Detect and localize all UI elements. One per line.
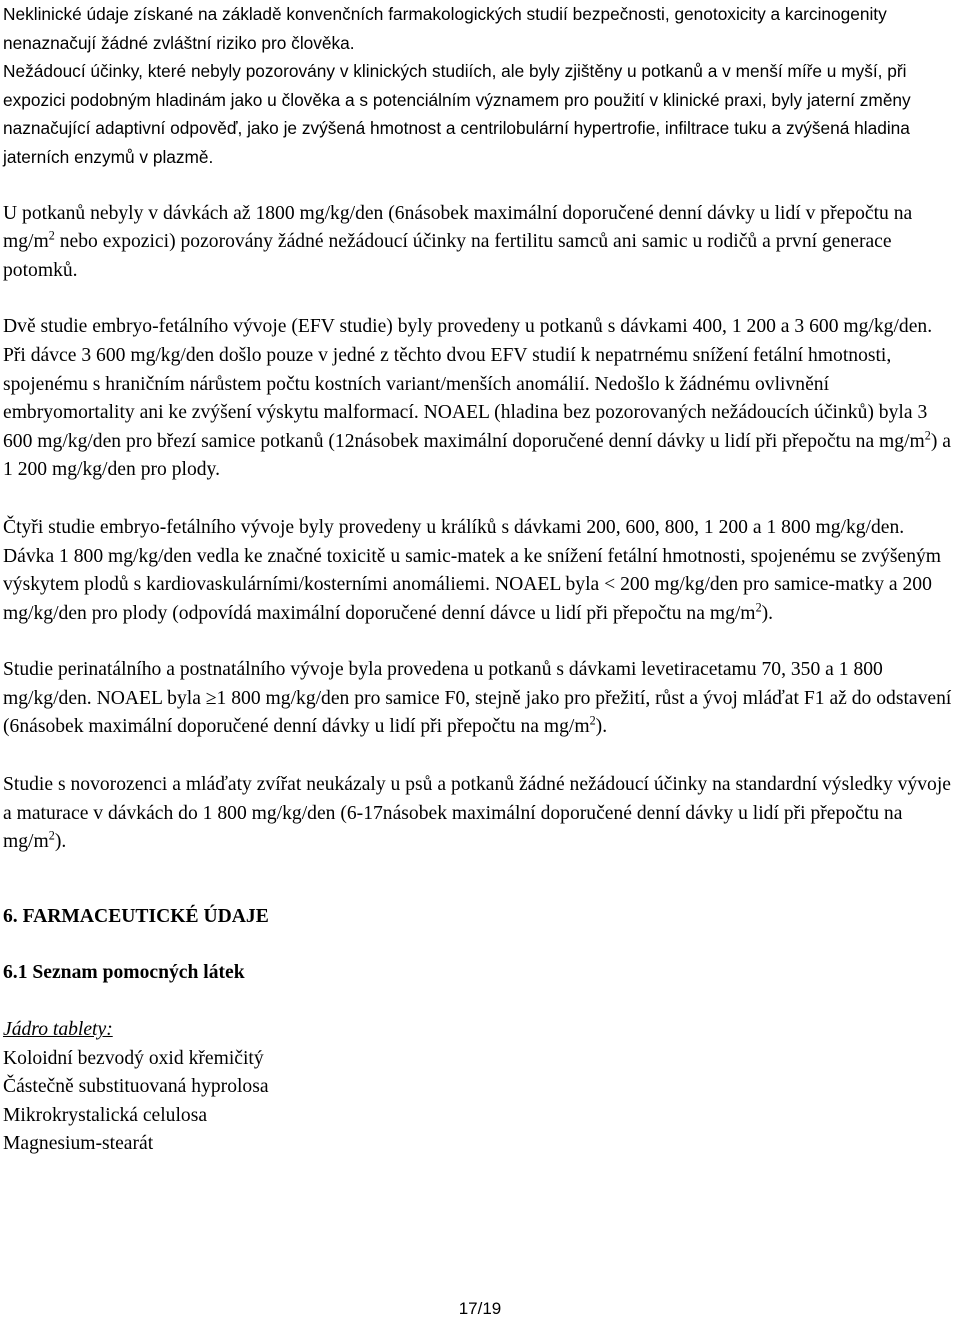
paragraph-efv-rabbits: Čtyři studie embryo-fetálního vývoje byly provedeny u králíků s dávkami 200, 600, 800, 1 200 a 1 800 mg/kg/den. Dávka 1 800 mg/kg/den vedla ke značné toxicitě u samic-matek a ke snížení fetální hmotnosti, spojenému se zvýšeným výskytem plodů s kardiovaskulárními/kosterními anomáliemi. NOAEL byla < 200 mg/kg/den pro samice-matky a 200 mg/kg/den pro plody (odpovídá maximální doporučené denní dávce u lidí při přepočtu na $mg/m^2$).: [3, 516, 942, 624]
document-page: [3, 0, 959, 1159]
list-item: Magnesium-stearát: [3, 1133, 154, 1155]
subsection-heading: 6.1 Seznam pomocných látek: [3, 962, 245, 984]
list-label: Jádro tablety:: [3, 1019, 113, 1041]
section-heading: 6. FARMACEUTICKÉ ÚDAJE: [3, 905, 269, 927]
list-item: Částečně substituovaná hyprolosa: [3, 1076, 269, 1098]
paragraph-fertility: U potkanů nebyly v dávkách až 1800 mg/kg/den (6násobek maximální doporučené denní dávky u lidí v přepočtu na $mg/m^2$ nebo expozici) pozorovány žádné nežádoucí účinky na fertilitu samců ani samic u rodičů a první generace potomků.: [3, 202, 913, 281]
paragraph-perinatal: Studie perinatálního a postnatálního vývoje byla provedena u potkanů s dávkami levetiracetamu 70, 350 a 1 800 mg/kg/den. NOAEL byla ≥1 800 mg/kg/den pro samice F0, stejně jako pro přežití, růst a ývoj mláďat F1 až do odstavení (6násobek maximální doporučené denní dávky u lidí při přepočtu na $mg/m^2$).: [3, 659, 952, 738]
list-item: Koloidní bezvodý oxid křemičitý: [3, 1047, 264, 1069]
paragraph-adverse-effects: Nežádoucí účinky, které nebyly pozorovány v klinických studiích, ale byly zjištěny u potkanů a v menší míře u myší, při expozici podobným hladinám jako u člověka a s potenciálním významem pro použití v klinické praxi, byly jaterní změny naznačující adaptivní odpověď, jako je zvýšená hmotnost a centrilobulární hypertrofie, infiltrace tuku a zvýšená hladina jaterních enzymů v plazmě.: [3, 61, 911, 167]
paragraph-efv-rats: Dvě studie embryo-fetálního vývoje (EFV studie) byly provedeny u potkanů s dávkami 400, 1 200 a 3 600 mg/kg/den. Při dávce 3 600 mg/kg/den došlo pouze v jedné z těchto dvou EFV studií k nepatrnému snížení fetální hmotnosti, spojenému s hraničním nárůstem počtu kostních variant/menších anomálií. Nedošlo k žádnému ovlivnění embryomortality ani ke zvýšení výskytu malformací. NOAEL (hladina bez pozorovaných nežádoucích účinků) byla 3 600 mg/kg/den pro březí samice potkanů (12násobek maximální doporučené denní dávky u lidí při přepočtu na $mg/m^2$) a 1 200 mg/kg/den pro plody.: [3, 316, 951, 481]
paragraph-nonclinical-summary: Neklinické údaje získané na základě konvenčních farmakologických studií bezpečnosti, genotoxicity a karcinogenity nenaznačují žádné zvláštní riziko pro člověka.: [3, 4, 887, 53]
excipient-list: [3, 1045, 959, 1159]
paragraph-juvenile: Studie s novorozenci a mláďaty zvířat neukázaly u psů a potkanů žádné nežádoucí účinky na standardní výsledky vývoje a maturace v dávkách do 1 800 mg/kg/den (6-17násobek maximální doporučené denní dávky u lidí při přepočtu na $mg/m^2$).: [3, 774, 951, 853]
list-item: Mikrokrystalická celulosa: [3, 1104, 208, 1126]
page-number: 17/19: [458, 1299, 502, 1318]
